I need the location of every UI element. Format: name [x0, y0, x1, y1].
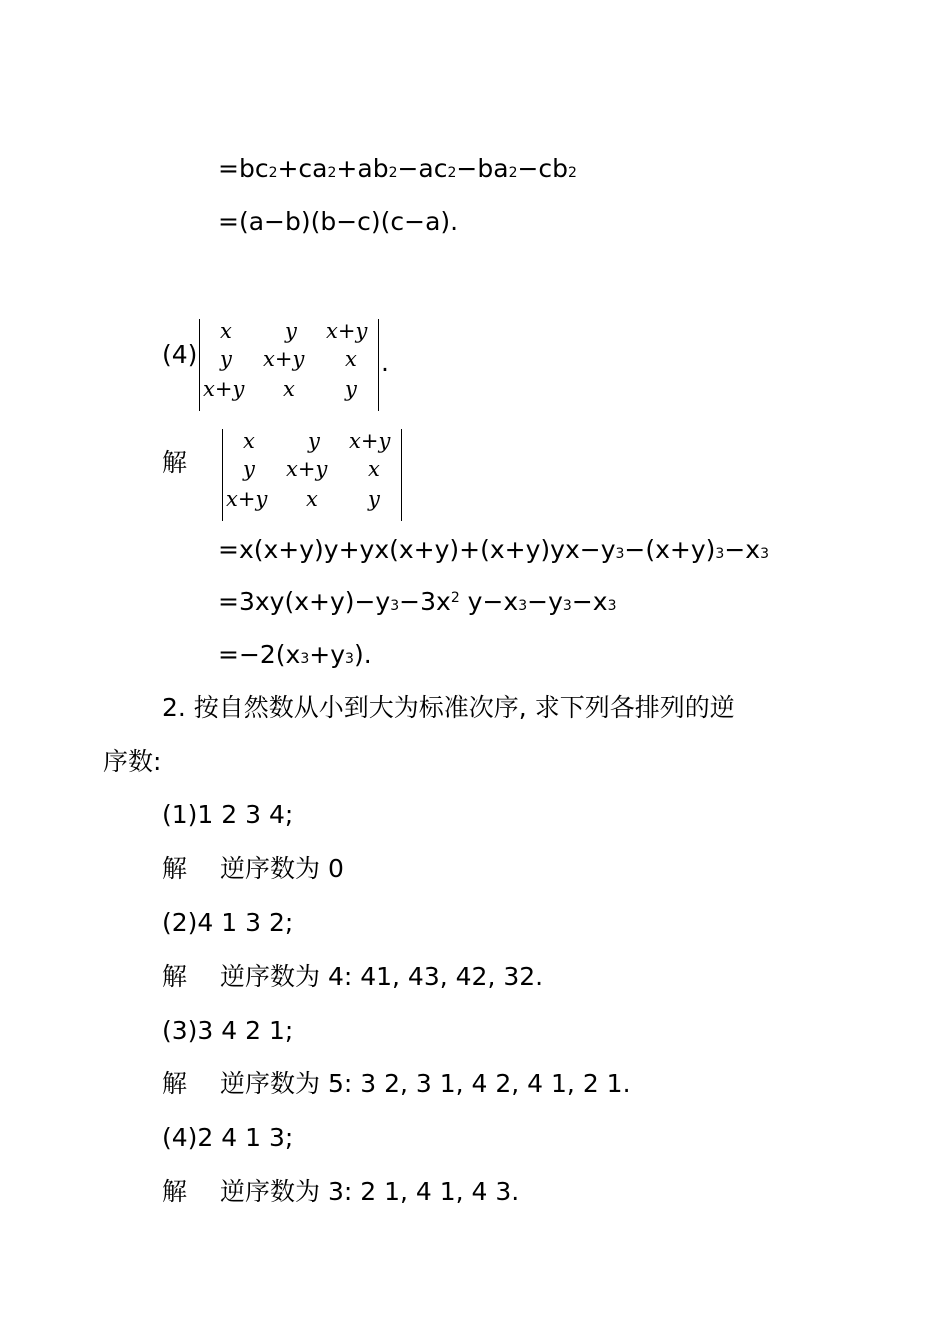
- det-cell: y: [368, 487, 380, 511]
- item-3-answer: 逆序数为 5: 3 2, 3 1, 4 2, 4 1, 2 1.: [220, 1069, 631, 1098]
- det-cell: x+y: [263, 347, 305, 371]
- det-cell: y: [285, 319, 297, 343]
- q4-label: (4): [162, 340, 198, 369]
- solution-step-2: $=3xy(x+y)-y3-3x^2$ y−x3−y3−x3: [218, 587, 617, 616]
- det-cell: x+y: [203, 377, 245, 401]
- prev-step-1: =bc2+ca2+ab2−ac2−ba2−cb2: [218, 154, 577, 183]
- det-cell: y: [308, 429, 320, 453]
- det-cell: x: [306, 487, 318, 511]
- item-1-answer: 逆序数为 0: [220, 854, 344, 883]
- q4-end: .: [381, 348, 389, 377]
- solution-step-1: =x(x+y)y+yx(x+y)+(x+y)yx−y3−(x+y)3−x3: [218, 535, 770, 564]
- problem-2-line-2: 序数:: [103, 747, 162, 776]
- solution-label: 解: [162, 448, 188, 477]
- det-cell: x: [345, 347, 357, 371]
- prev-step-2: =(a−b)(b−c)(c−a).: [218, 207, 459, 236]
- det-cell: y: [345, 377, 357, 401]
- det-cell: x+y: [326, 319, 368, 343]
- q4-determinant: [199, 319, 379, 411]
- det-cell: x+y: [349, 429, 391, 453]
- item-4-answer: 逆序数为 3: 2 1, 4 1, 4 3.: [220, 1177, 520, 1206]
- problem-2-line-1: 2. 按自然数从小到大为标准次序, 求下列各排列的逆: [162, 693, 735, 722]
- item-1-answer-label: 解: [162, 854, 188, 883]
- det-cell: x+y: [286, 457, 328, 481]
- solution-determinant: [222, 429, 402, 521]
- item-2-question: (2)4 1 3 2;: [162, 908, 294, 937]
- det-cell: y: [220, 347, 232, 371]
- solution-step-3: =−2(x3+y3).: [218, 640, 372, 669]
- det-cell: x: [220, 319, 232, 343]
- item-3-answer-label: 解: [162, 1069, 188, 1098]
- det-cell: x: [368, 457, 380, 481]
- item-4-answer-label: 解: [162, 1177, 188, 1206]
- item-2-answer: 逆序数为 4: 41, 43, 42, 32.: [220, 962, 544, 991]
- item-1-question: (1)1 2 3 4;: [162, 800, 294, 829]
- det-cell: x: [243, 429, 255, 453]
- det-cell: x: [283, 377, 295, 401]
- item-4-question: (4)2 4 1 3;: [162, 1123, 294, 1152]
- item-3-question: (3)3 4 2 1;: [162, 1016, 294, 1045]
- det-cell: y: [243, 457, 255, 481]
- item-2-answer-label: 解: [162, 962, 188, 991]
- det-cell: x+y: [226, 487, 268, 511]
